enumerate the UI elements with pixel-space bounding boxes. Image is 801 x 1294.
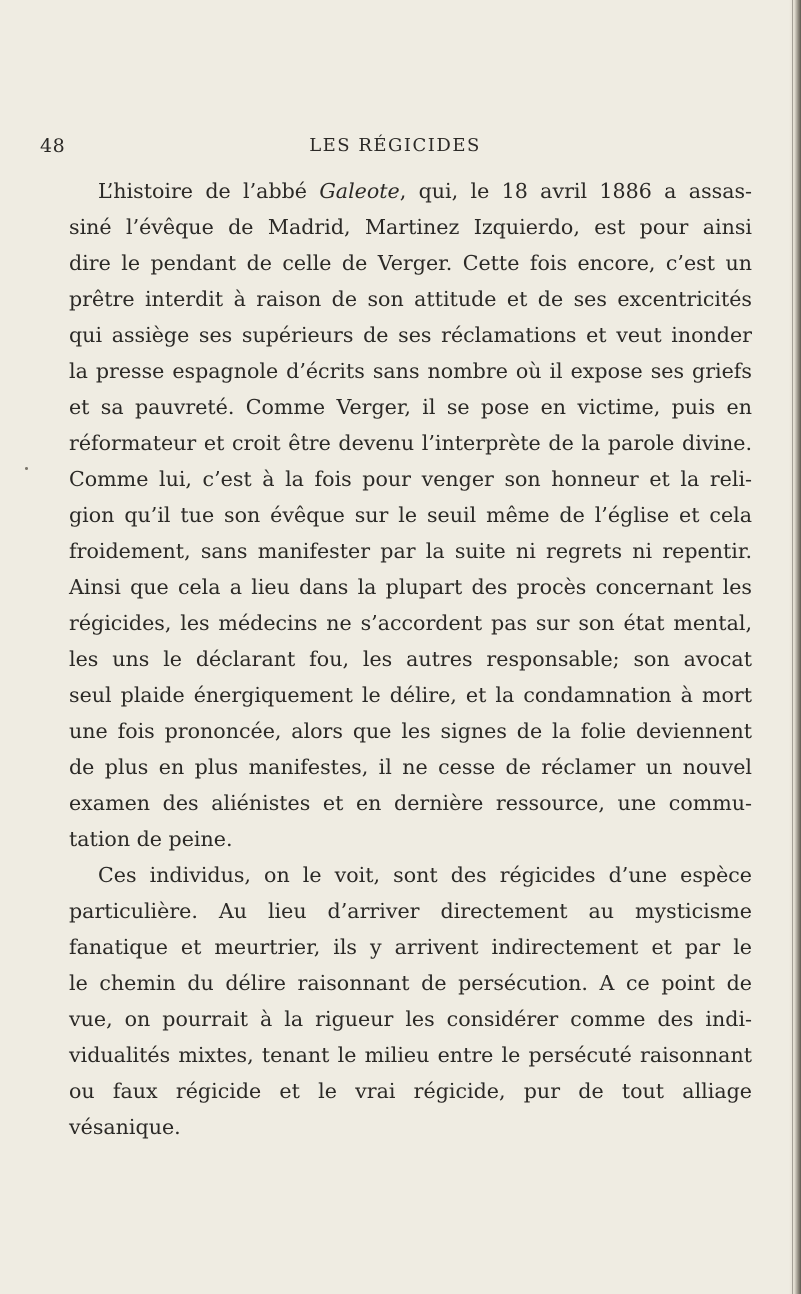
page-number: 48: [40, 135, 66, 157]
running-title: LES RÉGICIDES: [309, 135, 481, 156]
text-line: particulière. Au lieu d’arriver directement au mysticisme: [69, 899, 752, 923]
paper-speck: [25, 467, 28, 470]
text-line: fanatique et meurtrier, ils y arrivent indirectement et par le: [69, 935, 752, 959]
text-line: Comme lui, c’est à la fois pour venger son honneur et la reli-: [69, 467, 752, 491]
text-line: réformateur et croit être devenu l’interprète de la parole divine.: [69, 431, 752, 455]
text-line: Ces individus, on le voit, sont des régicides d’une espèce: [98, 863, 752, 887]
text-line: les uns le déclarant fou, les autres responsable; son avocat: [69, 647, 752, 671]
body-text: [40, 173, 752, 1145]
text-line: tation de peine.: [69, 827, 233, 851]
text-line: ou faux régicide et le vrai régicide, pur de tout alliage: [69, 1079, 752, 1103]
text-line: seul plaide énergiquement le délire, et la condamnation à mort: [69, 683, 752, 707]
page-header: [40, 135, 750, 163]
text-line: vésanique.: [69, 1115, 181, 1139]
text-line: siné l’évêque de Madrid, Martinez Izquierdo, est pour ainsi: [69, 215, 752, 239]
paragraph-1: [40, 173, 752, 857]
italic-name: Galeote: [319, 179, 400, 203]
text-line: vue, on pourrait à la rigueur les considérer comme des indi-: [69, 1007, 752, 1031]
text-line: L’histoire de l’abbé Galeote, qui, le 18 avril 1886 a assas-: [98, 179, 753, 203]
paragraph-2: [40, 857, 752, 1145]
text-line: prêtre interdit à raison de son attitude et de ses excentricités: [69, 287, 752, 311]
text-line: vidualités mixtes, tenant le milieu entre le persécuté raisonnant: [69, 1043, 752, 1067]
text-line: la presse espagnole d’écrits sans nombre où il expose ses griefs: [69, 359, 752, 383]
text-line: gion qu’il tue son évêque sur le seuil même de l’église et cela: [69, 503, 752, 527]
page-edge-shadow: [789, 0, 801, 1294]
text-line: froidement, sans manifester par la suite ni regrets ni repentir.: [69, 539, 752, 563]
text-line: une fois prononcée, alors que les signes de la folie deviennent: [69, 719, 752, 743]
text-line: le chemin du délire raisonnant de persécution. A ce point de: [69, 971, 752, 995]
text-line: qui assiège ses supérieurs de ses réclamations et veut inonder: [69, 323, 752, 347]
text-line: examen des aliénistes et en dernière ressource, une commu-: [69, 791, 752, 815]
text-line: et sa pauvreté. Comme Verger, il se pose en victime, puis en: [69, 395, 752, 419]
text-line: régicides, les médecins ne s’accordent pas sur son état mental,: [69, 611, 752, 635]
page-edge-line: [792, 0, 793, 1294]
text-line: de plus en plus manifestes, il ne cesse de réclamer un nouvel: [69, 755, 752, 779]
text-line: Ainsi que cela a lieu dans la plupart des procès concernant les: [69, 575, 752, 599]
text-line: dire le pendant de celle de Verger. Cette fois encore, c’est un: [69, 251, 752, 275]
